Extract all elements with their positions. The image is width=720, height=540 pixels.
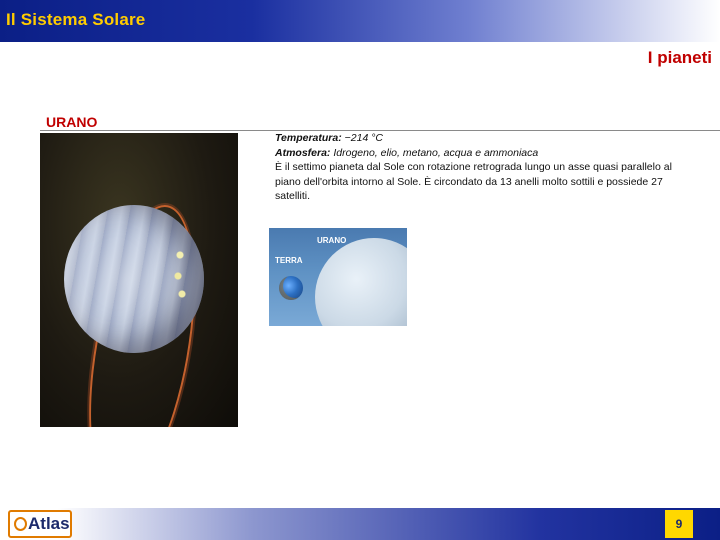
atmosphere-line [275, 146, 675, 161]
uranus-bright-spots [170, 243, 190, 303]
atlas-logo-text: Atlas [28, 514, 70, 533]
comparison-label-earth: TERRA [275, 256, 303, 265]
atmosphere-value: Idrogeno, elio, metano, acqua e ammoniaca [333, 146, 539, 159]
footer-bar [0, 508, 720, 540]
planet-description: È il settimo pianeta dal Sole con rotazione retrograda lungo un asse quasi parallelo al piano dell'orbita intorno al Sole. È circondato da 13 anelli molto sottili e possiede 27 satelliti. [275, 161, 672, 202]
atlas-logo-icon [14, 517, 27, 531]
temperature-label: Temperatura: [275, 132, 342, 144]
earth-globe [279, 276, 303, 300]
section-label: URANO [46, 114, 98, 130]
temperature-line [275, 131, 675, 146]
planet-info [275, 131, 675, 204]
atmosphere-label: Atmosfera: [275, 146, 331, 159]
page-number: 9 [665, 510, 693, 538]
presentation-title: Il Sistema Solare [6, 10, 146, 29]
atlas-logo [8, 510, 72, 538]
slide-subtitle: I pianeti [647, 48, 712, 67]
uranus-globe-large [315, 238, 407, 326]
uranus-photo [40, 133, 238, 427]
comparison-label-uranus: URANO [317, 236, 347, 245]
size-comparison-image [269, 228, 407, 326]
temperature-value: −214 °C [344, 132, 383, 144]
